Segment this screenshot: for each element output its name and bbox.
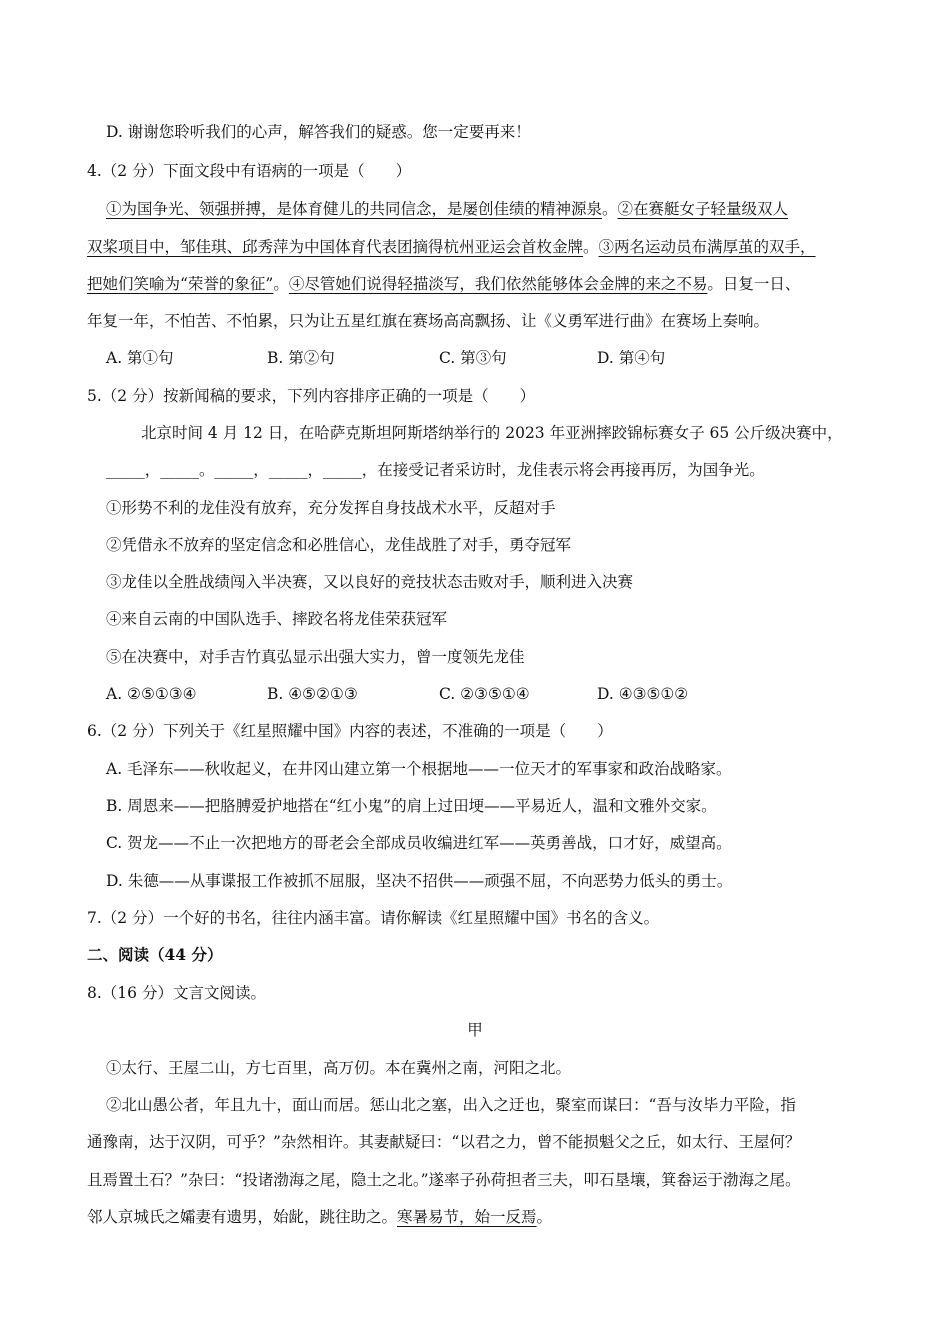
q4-sentence-3-start: ③两名运动员布满厚茧的双手， (598, 238, 816, 256)
q5-option-a[interactable]: A. ②⑤①③④ (106, 685, 197, 703)
q6-option-b[interactable]: B. 周恩来——把胳膊爱护地搭在“红小鬼”的肩上过田埂——平易近人，温和文雅外交家。 (106, 797, 717, 815)
q5-option-d[interactable]: D. ④③⑤①② (597, 685, 689, 703)
q4-option-b[interactable]: B. 第②句 (267, 349, 335, 367)
q4-passage-line-3: 把她们笑喻为“荣誉的象征”。④尽管她们说得轻描淡写，我们依然能够体会金牌的来之不易。日复一日、 (87, 275, 801, 293)
q8-para-2-line-1: ②北山愚公者，年且九十，面山而居。惩山北之塞，出入之迂也，聚室而谋曰：“吾与汝毕力平险，指 (106, 1096, 796, 1114)
q8-underlined-phrase: 寒暑易节，始一反焉 (397, 1208, 537, 1226)
q4-passage-line-1: ①为国争光、领强拼搏，是体育健儿的共同信念，是屡创佳绩的精神源泉。②在赛艇女子轻量级双人 (106, 200, 789, 218)
q4-sentence-2-start: ②在赛艇女子轻量级双人 (617, 200, 789, 218)
section-2-heading: 二、阅读（44 分） (87, 945, 223, 964)
q5-item-1: ①形势不利的龙佳没有放弃，充分发挥自身技战术水平，反超对手 (106, 499, 556, 517)
q4-stem: 4.（2 分）下面文段中有语病的一项是（ ） (87, 162, 412, 180)
q7-stem: 7.（2 分）一个好的书名，往往内涵丰富。请你解读《红星照耀中国》书名的含义。 (87, 909, 660, 927)
q5-stem: 5.（2 分）按新闻稿的要求，下列内容排序正确的一项是（ ） (87, 387, 536, 405)
q5-option-b[interactable]: B. ④⑤②①③ (267, 685, 358, 703)
q8-passage-title: 甲 (467, 1021, 483, 1039)
q5-news-para-1: 北京时间 4 月 12 日，在哈萨克斯坦阿斯塔纳举行的 2023 年亚洲摔跤锦标赛女子 65 公斤级决赛中， (141, 424, 843, 442)
q3-option-d: D. 谢谢您聆听我们的心声，解答我们的疑惑。您一定要再来！ (106, 123, 531, 141)
q5-news-para-2: _____，_____。_____，_____，_____，在接受记者采访时，龙佳表示将会再接再厉，为国争光。 (106, 461, 765, 479)
q4-option-d[interactable]: D. 第④句 (597, 349, 666, 367)
q6-option-d[interactable]: D. 朱德——从事谍报工作被抓不屈服，坚决不招供——顽强不屈，不向恶势力低头的勇士。 (106, 872, 733, 890)
q6-stem: 6.（2 分）下列关于《红星照耀中国》内容的表述，不准确的一项是（ ） (87, 722, 613, 740)
q6-option-c[interactable]: C. 贺龙——不止一次把地方的哥老会全部成员收编进红军——英勇善战，口才好，威望高。 (106, 834, 732, 852)
q5-item-2: ②凭借永不放弃的坚定信念和必胜信心，龙佳战胜了对手，勇夺冠军 (106, 536, 572, 554)
q8-para-2-line-2: 通豫南，达于汉阴，可乎？”杂然相许。其妻献疑曰：“以君之力，曾不能损魁父之丘，如太行、王屋何？ (87, 1133, 801, 1151)
q5-item-3: ③龙佳以全胜战绩闯入半决赛，又以良好的竞技状态击败对手，顺利进入决赛 (106, 573, 634, 591)
q8-para-1: ①太行、王屋二山，方七百里，高万仞。本在冀州之南，河阳之北。 (106, 1059, 572, 1077)
q5-item-5: ⑤在决赛中，对手吉竹真弘显示出强大实力，曾一度领先龙佳 (106, 648, 525, 666)
q5-item-4: ④来自云南的中国队选手、摔跤名将龙佳荣获冠军 (106, 610, 448, 628)
q4-passage-line-2: 双桨项目中，邹佳琪、邱秀萍为中国体育代表团摘得杭州亚运会首枚金牌。③两名运动员布满厚茧的双手， (87, 238, 816, 256)
q6-option-a[interactable]: A. 毛泽东——秋收起义，在井冈山建立第一个根据地——一位天才的军事家和政治战略家。 (106, 760, 732, 778)
q4-sentence-1: ①为国争光、领强拼搏，是体育健儿的共同信念，是屡创佳绩的精神源泉 (106, 200, 603, 218)
q4-option-a[interactable]: A. 第①句 (106, 349, 174, 367)
q4-sentence-4: ④尽管她们说得轻描淡写，我们依然能够体会金牌的来之不易 (288, 275, 708, 293)
q4-passage-line-4: 年复一年，不怕苦、不怕累，只为让五星红旗在赛场高高飘扬、让《义勇军进行曲》在赛场上奏响。 (87, 312, 770, 330)
q8-para-2-line-3: 且焉置土石？”杂曰：“投诸渤海之尾，隐土之北。”遂率子孙荷担者三夫，叩石垦壤，箕畚运于渤海之尾。 (87, 1171, 801, 1189)
q8-para-2-line-4: 邻人京城氏之孀妻有遗男，始龀，跳往助之。寒暑易节，始一反焉。 (87, 1208, 553, 1226)
q8-stem: 8.（16 分）文言文阅读。 (87, 984, 266, 1002)
q4-option-c[interactable]: C. 第③句 (439, 349, 507, 367)
q4-sentence-2: 双桨项目中，邹佳琪、邱秀萍为中国体育代表团摘得杭州亚运会首枚金牌 (87, 238, 584, 256)
q5-option-c[interactable]: C. ②③⑤①④ (439, 685, 530, 703)
q4-sentence-3: 把她们笑喻为“荣誉的象征” (87, 275, 274, 293)
